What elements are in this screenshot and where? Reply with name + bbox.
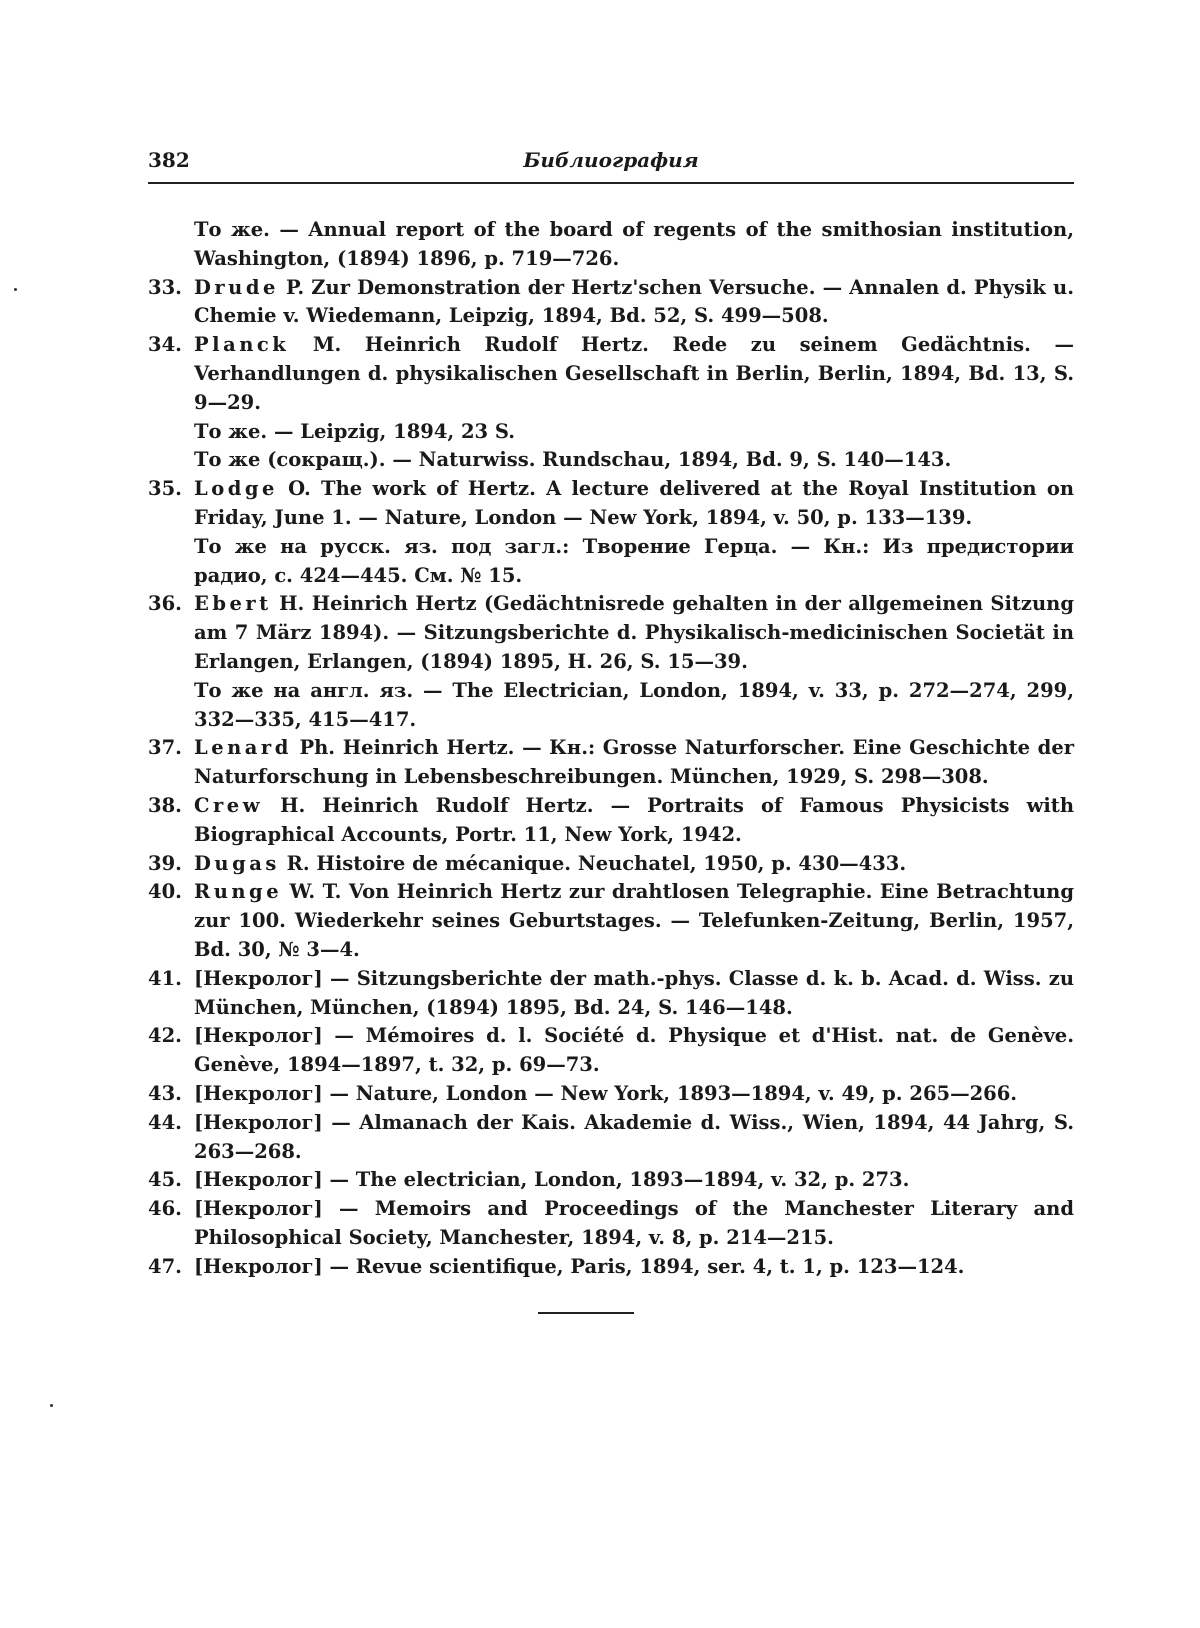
entry-number: 37. bbox=[148, 736, 182, 760]
bibliography-entry bbox=[148, 1166, 1074, 1195]
bibliography-entry bbox=[148, 475, 1074, 533]
entry-number: 33. bbox=[148, 275, 182, 299]
bibliography-entry bbox=[148, 734, 1074, 792]
entry-text: M. Heinrich Rudolf Hertz. Rede zu seinem Gedächtnis. — Verhandlungen d. physikalischen Gesellschaft in Berlin, Berlin, 1894, Bd. 13, S. 9—29. bbox=[194, 333, 1074, 414]
entry-text: H. Heinrich Rudolf Hertz. — Portraits of Famous Physicists with Biographical Accounts, Portr. 11, New York, 1942. bbox=[194, 793, 1074, 846]
bibliography-entry bbox=[148, 1109, 1074, 1167]
entry-author: Dugas bbox=[194, 851, 280, 875]
scan-speck bbox=[14, 288, 17, 291]
bibliography-entry bbox=[148, 792, 1074, 850]
bibliography-entry bbox=[148, 533, 1074, 591]
entry-text: То же (сокращ.). — Naturwiss. Rundschau, 1894, Bd. 9, S. 140—143. bbox=[194, 448, 952, 472]
entry-text: То же на русск. яз. под загл.: Творение Герца. — Кн.: Из предистории радио, с. 424—445. См. № 15. bbox=[194, 534, 1074, 587]
entry-text: Ph. Heinrich Hertz. — Кн.: Grosse Naturforscher. Eine Geschichte der Naturforschung in Lebensbeschreibungen. München, 1929, S. 298—308. bbox=[194, 736, 1074, 789]
entry-number: 42. bbox=[148, 1024, 182, 1048]
bibliography-entry bbox=[148, 1080, 1074, 1109]
entry-number: 43. bbox=[148, 1081, 182, 1105]
bibliography-entry bbox=[148, 216, 1074, 274]
bibliography-entry bbox=[148, 850, 1074, 879]
entry-number: 34. bbox=[148, 333, 182, 357]
entry-number: 36. bbox=[148, 592, 182, 616]
entry-text: [Некролог] — Mémoires d. l. Société d. Physique et d'Hist. nat. de Genève. Genève, 1894—1897, t. 32, p. 69—73. bbox=[194, 1024, 1074, 1077]
entry-text: То же на англ. яз. — The Electrician, London, 1894, v. 33, p. 272—274, 299, 332—335, 415—417. bbox=[194, 678, 1074, 731]
bibliography-entry bbox=[148, 1253, 1074, 1282]
bibliography-entry bbox=[148, 677, 1074, 735]
entry-author: Lenard bbox=[194, 736, 292, 760]
entry-text: То же. — Annual report of the board of regents of the smithosian institution, Washington, (1894) 1896, p. 719—726. bbox=[194, 218, 1074, 270]
entry-number: 47. bbox=[148, 1254, 182, 1278]
bibliography-entry bbox=[148, 590, 1074, 676]
bibliography-entry bbox=[148, 1195, 1074, 1253]
entry-number: 39. bbox=[148, 851, 182, 875]
entry-number: 35. bbox=[148, 477, 182, 501]
entry-text: O. The work of Hertz. A lecture delivered at the Royal Institution on Friday, June 1. — Nature, London — New York, 1894, v. 50, p. 133—139. bbox=[194, 477, 1074, 529]
entry-text: [Некролог] — Memoirs and Proceedings of the Manchester Literary and Philosophical Society, Manchester, 1894, v. 8, p. 214—215. bbox=[194, 1197, 1074, 1249]
end-rule bbox=[538, 1312, 634, 1314]
entry-text: W. T. Von Heinrich Hertz zur drahtlosen Telegraphie. Eine Betrachtung zur 100. Wiederkehr seines Geburtstages. — Telefunken-Zeitung, Berlin, 1957, Bd. 30, № 3—4. bbox=[194, 880, 1074, 961]
bibliography-entry bbox=[148, 965, 1074, 1023]
entry-number: 45. bbox=[148, 1168, 182, 1192]
running-title: Библиография bbox=[523, 148, 699, 172]
entry-number: 46. bbox=[148, 1197, 182, 1221]
bibliography-list bbox=[148, 216, 1074, 1281]
entry-text: [Некролог] — Nature, London — New York, 1893—1894, v. 49, p. 265—266. bbox=[194, 1081, 1018, 1105]
entry-text: [Некролог] — Almanach der Kais. Akademie d. Wiss., Wien, 1894, 44 Jahrg, S. 263—268. bbox=[194, 1110, 1074, 1163]
bibliography-entry bbox=[148, 878, 1074, 964]
entry-author: Crew bbox=[194, 793, 263, 817]
bibliography-entry bbox=[148, 274, 1074, 332]
entry-text: [Некролог] — Sitzungsberichte der math.-phys. Classe d. k. b. Acad. d. Wiss. zu München, München, (1894) 1895, Bd. 24, S. 146—148. bbox=[194, 966, 1074, 1019]
page-header bbox=[148, 148, 1074, 184]
entry-text: То же. — Leipzig, 1894, 23 S. bbox=[194, 419, 516, 443]
entry-text: R. Histoire de mécanique. Neuchatel, 1950, p. 430—433. bbox=[279, 851, 907, 875]
entry-author: Ebert bbox=[194, 592, 272, 616]
entry-author: Drude bbox=[194, 275, 279, 299]
entry-number: 38. bbox=[148, 793, 182, 817]
entry-text: H. Heinrich Hertz (Gedächtnisrede gehalten in der allgemeinen Sitzung am 7 März 1894). — Sitzungsberichte d. Physikalisch-medicinischen Societät in Erlangen, Erlangen, (1894) 1895, H. 26, S. 15—39. bbox=[194, 592, 1074, 673]
bibliography-entry bbox=[148, 331, 1074, 417]
entry-author: Runge bbox=[194, 880, 283, 904]
entry-number: 40. bbox=[148, 880, 182, 904]
entry-text: [Некролог] — The electrician, London, 1893—1894, v. 32, p. 273. bbox=[194, 1168, 910, 1192]
bibliography-entry bbox=[148, 1022, 1074, 1080]
entry-number: 44. bbox=[148, 1110, 182, 1134]
entry-author: Planck bbox=[194, 333, 290, 357]
entry-author: Lodge bbox=[194, 477, 278, 501]
entry-text: [Некролог] — Revue scientifique, Paris, 1894, ser. 4, t. 1, p. 123—124. bbox=[194, 1254, 965, 1278]
bibliography-entry bbox=[148, 446, 1074, 475]
bibliography-entry bbox=[148, 418, 1074, 447]
scan-speck bbox=[50, 1404, 53, 1407]
entry-number: 41. bbox=[148, 966, 182, 990]
entry-text: P. Zur Demonstration der Hertz'schen Versuche. — Annalen d. Physik u. Chemie v. Wiedemann, Leipzig, 1894, Bd. 52, S. 499—508. bbox=[194, 275, 1074, 328]
page-number: 382 bbox=[148, 148, 190, 172]
